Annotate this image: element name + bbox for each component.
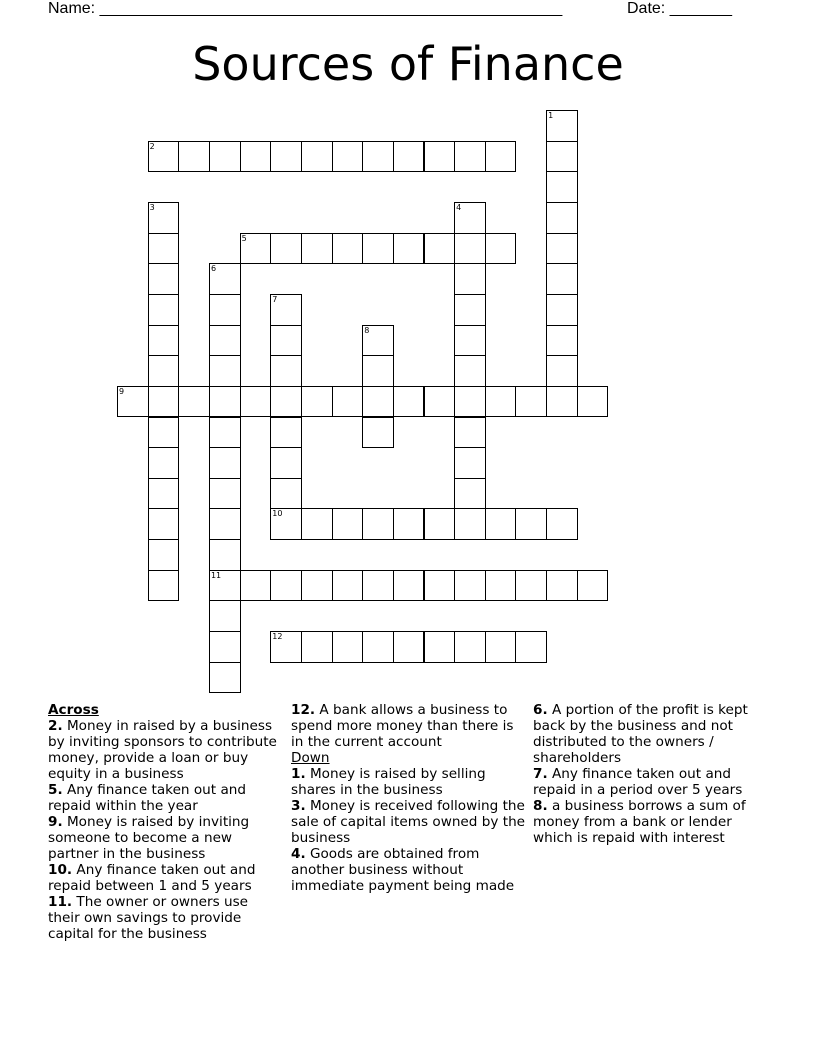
clue-number-label: 4 <box>456 202 462 212</box>
clue-text: Money in raised by a business by inviting sponsors to contribute money, provide a loan or buy equity in a business <box>48 718 277 782</box>
crossword-cell[interactable] <box>301 508 333 540</box>
clue-text: Any finance taken out and repaid in a period over 5 years <box>533 766 743 798</box>
crossword-cell[interactable] <box>332 141 364 173</box>
crossword-cell[interactable] <box>485 141 517 173</box>
crossword-cell[interactable] <box>424 233 456 265</box>
crossword-cell[interactable] <box>270 478 302 510</box>
crossword-cell[interactable] <box>546 263 578 295</box>
crossword-cell[interactable] <box>240 233 272 265</box>
crossword-cell[interactable] <box>454 417 486 449</box>
clue-down-3 <box>291 798 527 846</box>
crossword-cell[interactable] <box>454 233 486 265</box>
crossword-cell[interactable] <box>362 233 394 265</box>
crossword-cell[interactable] <box>454 202 486 234</box>
crossword-cell[interactable] <box>270 294 302 326</box>
crossword-cell[interactable] <box>332 508 364 540</box>
clue-text: A portion of the profit is kept back by the business and not distributed to the owners / shareholders <box>533 702 748 766</box>
clue-text: a business borrows a sum of money from a bank or lender which is repaid with interest <box>533 798 746 846</box>
crossword-cell[interactable] <box>332 570 364 602</box>
crossword-cell[interactable] <box>209 478 241 510</box>
crossword-cell[interactable] <box>546 386 578 418</box>
clue-number-label: 6 <box>210 264 217 274</box>
clue-number: 7. <box>533 766 548 782</box>
crossword-cell[interactable] <box>148 447 180 479</box>
crossword-cell[interactable] <box>546 294 578 326</box>
crossword-cell[interactable] <box>270 233 302 265</box>
clue-text: Any finance taken out and repaid within the year <box>48 782 247 814</box>
crossword-cell[interactable] <box>546 171 578 203</box>
crossword-cell[interactable] <box>485 386 517 418</box>
crossword-cell[interactable] <box>362 508 394 540</box>
crossword-cell[interactable] <box>485 631 517 663</box>
date-field-label: Date: _______ <box>627 0 732 17</box>
crossword-cell[interactable] <box>148 294 180 326</box>
clue-number: 5. <box>48 782 63 798</box>
crossword-cell[interactable] <box>209 600 241 632</box>
crossword-cell[interactable] <box>362 386 394 418</box>
clue-down-4 <box>291 846 527 894</box>
crossword-cell[interactable] <box>515 508 547 540</box>
crossword-cell[interactable] <box>454 478 486 510</box>
crossword-cell[interactable] <box>209 508 241 540</box>
crossword-cell[interactable] <box>148 233 180 265</box>
crossword-cell[interactable] <box>209 325 241 357</box>
crossword-cell[interactable] <box>393 233 425 265</box>
crossword-cell[interactable] <box>209 539 241 571</box>
crossword-cell[interactable] <box>240 141 272 173</box>
crossword-cell[interactable] <box>362 631 394 663</box>
across-heading: Across <box>48 702 99 718</box>
crossword-cell[interactable] <box>148 386 180 418</box>
crossword-cell[interactable] <box>454 447 486 479</box>
clue-text: The owner or owners use their own savings to provide capital for the business <box>48 894 249 942</box>
clue-number: 11. <box>48 894 73 910</box>
clue-number-label: 1 <box>548 111 554 120</box>
crossword-cell[interactable] <box>209 662 241 694</box>
clue-number-label: 11 <box>210 570 222 580</box>
crossword-cell[interactable] <box>270 386 302 418</box>
clue-number: 12. <box>291 702 316 718</box>
crossword-cell[interactable] <box>270 417 302 449</box>
clue-number: 2. <box>48 718 63 734</box>
crossword-cell[interactable] <box>301 386 333 418</box>
crossword-cell[interactable] <box>148 508 180 540</box>
crossword-cell[interactable] <box>424 508 456 540</box>
crossword-cell[interactable] <box>209 417 241 449</box>
clue-number: 3. <box>291 798 306 814</box>
clue-number: 9. <box>48 814 63 830</box>
clue-across-12 <box>291 702 527 750</box>
crossword-cell[interactable] <box>454 355 486 387</box>
crossword-cell[interactable] <box>424 570 456 602</box>
crossword-cell[interactable] <box>148 355 180 387</box>
crossword-cell[interactable] <box>332 386 364 418</box>
crossword-cell[interactable] <box>393 631 425 663</box>
crossword-cell[interactable] <box>270 570 302 602</box>
crossword-cell[interactable] <box>424 141 456 173</box>
crossword-cell[interactable] <box>454 386 486 418</box>
clue-across-10 <box>48 862 284 894</box>
clues-column-3 <box>533 702 773 846</box>
crossword-cell[interactable] <box>393 386 425 418</box>
crossword-cell[interactable] <box>270 355 302 387</box>
clue-down-7 <box>533 766 773 798</box>
crossword-cell[interactable] <box>362 355 394 387</box>
crossword-cell[interactable] <box>301 141 333 173</box>
crossword-cell[interactable] <box>240 570 272 602</box>
clue-number: 10. <box>48 862 73 878</box>
crossword-cell[interactable] <box>148 570 180 602</box>
crossword-cell[interactable] <box>209 386 241 418</box>
crossword-cell[interactable] <box>270 631 302 663</box>
crossword-cell[interactable] <box>148 417 180 449</box>
clues-column-2 <box>291 702 527 894</box>
crossword-cell[interactable] <box>546 202 578 234</box>
clue-text: Money is raised by selling shares in the business <box>291 766 486 798</box>
crossword-cell[interactable] <box>577 570 609 602</box>
clue-across-11 <box>48 894 284 942</box>
crossword-cell[interactable] <box>546 508 578 540</box>
page-title: Sources of Finance <box>192 37 624 91</box>
crossword-cell[interactable] <box>362 141 394 173</box>
crossword-cell[interactable] <box>362 570 394 602</box>
crossword-cell[interactable] <box>270 447 302 479</box>
clue-number: 1. <box>291 766 306 782</box>
crossword-cell[interactable] <box>393 141 425 173</box>
clue-number-label: 7 <box>272 294 278 304</box>
crossword-cell[interactable] <box>454 141 486 173</box>
crossword-cell[interactable] <box>117 386 149 418</box>
clue-down-1 <box>291 766 527 798</box>
crossword-cell[interactable] <box>546 233 578 265</box>
crossword-cell[interactable] <box>393 570 425 602</box>
crossword-cell[interactable] <box>148 202 180 234</box>
clue-number-label: 2 <box>149 141 155 151</box>
crossword-cell[interactable] <box>270 141 302 173</box>
crossword-cell[interactable] <box>454 294 486 326</box>
crossword-cell[interactable] <box>332 233 364 265</box>
crossword-cell[interactable] <box>515 631 547 663</box>
crossword-cell[interactable] <box>209 355 241 387</box>
crossword-cell[interactable] <box>424 386 456 418</box>
crossword-cell[interactable] <box>362 417 394 449</box>
crossword-cell[interactable] <box>546 325 578 357</box>
clue-across-2 <box>48 718 284 782</box>
clue-text: Money is raised by inviting someone to become a new partner in the business <box>48 814 250 862</box>
crossword-cell[interactable] <box>148 325 180 357</box>
crossword-cell[interactable] <box>209 447 241 479</box>
clues-column-1 <box>48 702 284 942</box>
crossword-cell[interactable] <box>515 386 547 418</box>
crossword-cell[interactable] <box>485 570 517 602</box>
crossword-cell[interactable] <box>424 631 456 663</box>
crossword-cell[interactable] <box>393 508 425 540</box>
crossword-cell[interactable] <box>240 386 272 418</box>
down-heading: Down <box>291 750 330 766</box>
clue-text: A bank allows a business to spend more money than there is in the current account <box>291 702 514 750</box>
crossword-cell[interactable] <box>485 508 517 540</box>
clue-number-label: 8 <box>364 325 370 335</box>
crossword-cell[interactable] <box>546 110 578 142</box>
crossword-cell[interactable] <box>454 570 486 602</box>
name-field-label: Name: ____________________________________________________ <box>48 0 563 17</box>
crossword-cell[interactable] <box>515 570 547 602</box>
crossword-cell[interactable] <box>454 263 486 295</box>
clue-text: Any finance taken out and repaid between 1 and 5 years <box>48 862 256 894</box>
crossword-cell[interactable] <box>454 325 486 357</box>
crossword-cell[interactable] <box>301 570 333 602</box>
clue-number-label: 12 <box>272 632 283 642</box>
crossword-cell[interactable] <box>301 233 333 265</box>
clue-number: 6. <box>533 702 548 718</box>
clue-across-9 <box>48 814 284 862</box>
crossword-cell[interactable] <box>209 294 241 326</box>
clue-number-label: 9 <box>119 386 125 396</box>
crossword-cell[interactable] <box>209 631 241 663</box>
crossword-cell[interactable] <box>546 570 578 602</box>
crossword-cell[interactable] <box>485 233 517 265</box>
crossword-cell[interactable] <box>270 325 302 357</box>
crossword-cell[interactable] <box>209 263 241 295</box>
clue-across-5 <box>48 782 284 814</box>
clue-number-label: 3 <box>149 202 155 212</box>
crossword-cell[interactable] <box>209 570 241 602</box>
crossword-cell[interactable] <box>209 141 241 173</box>
crossword-cell[interactable] <box>148 263 180 295</box>
clue-text: Money is received following the sale of capital items owned by the business <box>291 798 526 846</box>
clue-down-8 <box>533 798 773 846</box>
clue-down-6 <box>533 702 773 766</box>
crossword-cell[interactable] <box>454 508 486 540</box>
crossword-cell[interactable] <box>577 386 609 418</box>
crossword-cell[interactable] <box>362 325 394 357</box>
crossword-cell[interactable] <box>148 141 180 173</box>
crossword-cell[interactable] <box>546 141 578 173</box>
clue-text: Goods are obtained from another business without immediate payment being made <box>291 846 515 894</box>
clue-number: 8. <box>533 798 548 814</box>
crossword-cell[interactable] <box>148 478 180 510</box>
crossword-cell[interactable] <box>546 355 578 387</box>
crossword-cell[interactable] <box>178 386 210 418</box>
crossword-cell[interactable] <box>454 631 486 663</box>
crossword-cell[interactable] <box>301 631 333 663</box>
crossword-cell[interactable] <box>332 631 364 663</box>
crossword-cell[interactable] <box>178 141 210 173</box>
crossword-cell[interactable] <box>148 539 180 571</box>
clue-number: 4. <box>291 846 306 862</box>
clue-number-label: 5 <box>241 233 247 243</box>
crossword-cell[interactable] <box>270 508 302 540</box>
clue-number-label: 10 <box>272 509 283 519</box>
